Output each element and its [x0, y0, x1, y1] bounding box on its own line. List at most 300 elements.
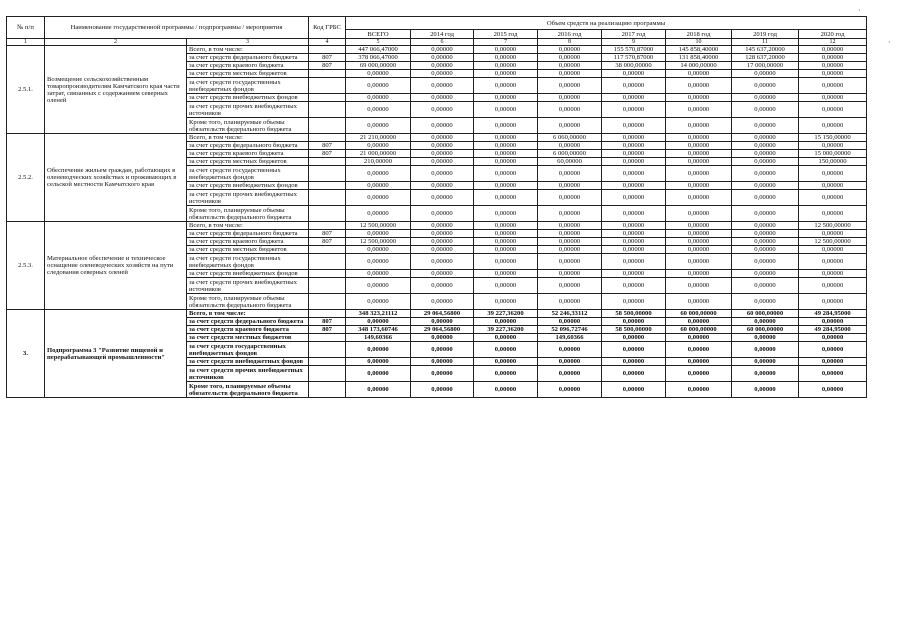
amount-year: 0,00000: [411, 334, 474, 342]
amount-total: 0,00000: [346, 70, 411, 78]
amount-year: 0,00000: [666, 222, 732, 230]
amount-year: 0,00000: [538, 238, 602, 246]
amount-year: 0,00000: [732, 70, 799, 78]
amount-year: 17 000,00000: [732, 62, 799, 70]
amount-year: 0,00000: [538, 278, 602, 294]
amount-year: 0,00000: [411, 254, 474, 270]
amount-year: 0,00000: [474, 46, 538, 54]
amount-year: 0,00000: [538, 382, 602, 398]
funding-source-label: за счет средств краевого бюджета: [187, 238, 309, 246]
grbs-code: [309, 158, 346, 166]
amount-year: 0,00000: [732, 134, 799, 142]
funding-source-label: за счет средств государственных внебюджетных фондов: [187, 254, 309, 270]
margin-mark: ·: [888, 38, 891, 47]
funding-source-label: за счет средств местных бюджетов: [187, 158, 309, 166]
amount-total: 0,00000: [346, 230, 411, 238]
amount-year: 58 500,00000: [602, 310, 666, 318]
amount-year: 0,00000: [602, 294, 666, 310]
grbs-code: [309, 334, 346, 342]
amount-year: 6 060,00000: [538, 134, 602, 142]
margin-mark: ·: [858, 6, 861, 15]
amount-year: 52 246,33112: [538, 310, 602, 318]
grbs-code: [309, 102, 346, 118]
funding-source-label: Всего, в том числе:: [187, 134, 309, 142]
amount-year: 0,00000: [666, 334, 732, 342]
amount-total: 0,00000: [346, 118, 411, 134]
amount-year: 0,00000: [474, 334, 538, 342]
amount-year: 0,00000: [538, 358, 602, 366]
amount-year: 0,00000: [538, 270, 602, 278]
amount-year: 0,00000: [474, 254, 538, 270]
header-name: Наименование государственной программы / подпрограммы / мероприятия: [45, 17, 309, 39]
amount-year: 0,00000: [799, 366, 867, 382]
amount-year: 0,00000: [732, 334, 799, 342]
amount-year: 0,00000: [799, 278, 867, 294]
grbs-code: [309, 294, 346, 310]
header-volume: Объем средств на реализацию программы: [346, 17, 867, 30]
amount-year: 0,00000: [602, 158, 666, 166]
amount-year: 0,00000: [411, 182, 474, 190]
amount-year: 0,00000: [411, 270, 474, 278]
amount-year: 145 858,40000: [666, 46, 732, 54]
amount-year: 0,00000: [666, 166, 732, 182]
amount-year: 0,00000: [411, 278, 474, 294]
amount-year: 0,00000: [474, 70, 538, 78]
amount-total: 0,00000: [346, 78, 411, 94]
amount-year: 0,00000: [538, 222, 602, 230]
grbs-code: 807: [309, 230, 346, 238]
amount-year: 0,00000: [799, 54, 867, 62]
column-index: 7: [474, 39, 538, 46]
amount-year: 0,00000: [411, 230, 474, 238]
amount-total: 0,00000: [346, 182, 411, 190]
grbs-code: 807: [309, 318, 346, 326]
amount-year: 0,00000: [732, 190, 799, 206]
grbs-code: [309, 182, 346, 190]
header-year: 2020 год: [799, 30, 867, 39]
grbs-code: 807: [309, 150, 346, 158]
amount-year: 0,00000: [474, 382, 538, 398]
amount-year: 0,00000: [666, 278, 732, 294]
item-name: Подпрограмма 3 "Развитие пищевой и перерабатывающей промышленности": [45, 310, 187, 398]
amount-year: 0,00000: [732, 278, 799, 294]
amount-year: 0,00000: [602, 102, 666, 118]
funding-source-label: за счет средств местных бюджетов: [187, 334, 309, 342]
amount-year: 0,00000: [732, 94, 799, 102]
funding-source-label: Кроме того, планируемые объемы обязательств федерального бюджета: [187, 206, 309, 222]
amount-year: 0,00000: [602, 190, 666, 206]
amount-year: 0,00000: [732, 222, 799, 230]
item-number: 2.5.2.: [7, 134, 45, 222]
amount-total: 0,00000: [346, 94, 411, 102]
item-number: 3.: [7, 310, 45, 398]
funding-source-label: за счет средств внебюджетных фондов: [187, 94, 309, 102]
amount-year: 0,00000: [799, 70, 867, 78]
funding-source-label: за счет средств местных бюджетов: [187, 246, 309, 254]
amount-year: 0,00000: [799, 166, 867, 182]
amount-year: 145 637,20000: [732, 46, 799, 54]
amount-year: 0,00000: [474, 358, 538, 366]
column-index: 11: [732, 39, 799, 46]
amount-year: 0,00000: [411, 166, 474, 182]
item-name: Материальное обеспечение и техническое оснащение оленеводческих хозяйств на пути следования северных оленей: [45, 222, 187, 310]
amount-year: 0,00000: [732, 78, 799, 94]
funding-source-label: за счет средств федерального бюджета: [187, 318, 309, 326]
funding-source-label: Всего, в том числе:: [187, 222, 309, 230]
amount-year: 0,00000: [474, 246, 538, 254]
amount-year: 0,00000: [474, 318, 538, 326]
grbs-code: [309, 134, 346, 142]
grbs-code: [309, 46, 346, 54]
column-index: 12: [799, 39, 867, 46]
amount-year: 0,00000: [538, 54, 602, 62]
amount-year: 0,00000: [666, 254, 732, 270]
amount-year: 0,00000: [732, 118, 799, 134]
amount-year: 0,00000: [799, 78, 867, 94]
item-name: Обеспечение жильем граждан, работающих в оленеводческих хозяйствах и проживающих в сельской местности Камчатского края: [45, 134, 187, 222]
amount-year: 0,00000: [602, 246, 666, 254]
amount-year: 0,00000: [474, 102, 538, 118]
funding-table: [6, 16, 867, 398]
amount-year: 0,00000: [799, 62, 867, 70]
amount-year: 0,00000: [666, 382, 732, 398]
amount-year: 0,00000: [732, 238, 799, 246]
amount-year: 15 150,00000: [799, 134, 867, 142]
amount-year: 0,00000: [666, 366, 732, 382]
amount-year: 0,00000: [474, 278, 538, 294]
amount-year: 0,00000: [666, 206, 732, 222]
amount-year: 0,00000: [538, 318, 602, 326]
grbs-code: [309, 270, 346, 278]
header-row-top: [7, 17, 867, 30]
column-index: 5: [346, 39, 411, 46]
amount-year: 0,00000: [602, 150, 666, 158]
amount-total: 0,00000: [346, 318, 411, 326]
amount-year: 149,60366: [538, 334, 602, 342]
funding-source-label: за счет средств прочих внебюджетных источников: [187, 190, 309, 206]
amount-year: 0,00000: [666, 102, 732, 118]
amount-year: 0,00000: [474, 142, 538, 150]
amount-year: 0,00000: [732, 366, 799, 382]
grbs-code: [309, 382, 346, 398]
grbs-code: [309, 254, 346, 270]
item-name: Возмещение сельскохозяйственным товаропроизводителям Камчатского края части затрат, связанных с содержанием северных оленей: [45, 46, 187, 134]
amount-year: 0,00000: [799, 318, 867, 326]
amount-year: 0,00000: [538, 254, 602, 270]
funding-source-label: за счет средств государственных внебюджетных фондов: [187, 78, 309, 94]
amount-year: 0,00000: [411, 118, 474, 134]
amount-year: 29 064,56800: [411, 326, 474, 334]
amount-total: 0,00000: [346, 294, 411, 310]
amount-year: 0,00000: [411, 382, 474, 398]
header-index-row: [7, 39, 867, 46]
amount-total: 0,00000: [346, 206, 411, 222]
column-index: 3: [187, 39, 309, 46]
funding-source-label: за счет средств краевого бюджета: [187, 326, 309, 334]
amount-year: 0,00000: [732, 294, 799, 310]
header-year: 2017 год: [602, 30, 666, 39]
amount-total: 0,00000: [346, 358, 411, 366]
amount-year: 0,00000: [538, 206, 602, 222]
amount-year: 0,00000: [538, 62, 602, 70]
amount-year: 0,00000: [602, 318, 666, 326]
header-year: 2018 год: [666, 30, 732, 39]
funding-source-label: за счет средств внебюджетных фондов: [187, 358, 309, 366]
amount-year: 0,00000: [799, 102, 867, 118]
item-number: 2.5.1.: [7, 46, 45, 134]
amount-total: 378 066,47000: [346, 54, 411, 62]
amount-year: 0,00000: [732, 254, 799, 270]
amount-year: 0,00000: [538, 118, 602, 134]
amount-year: 0,00000: [474, 206, 538, 222]
amount-year: 0,00000: [799, 190, 867, 206]
amount-year: 0,00000: [602, 334, 666, 342]
amount-year: 0,00000: [411, 206, 474, 222]
amount-year: 0,00000: [538, 70, 602, 78]
amount-year: 0,00000: [666, 150, 732, 158]
amount-year: 0,00000: [411, 190, 474, 206]
amount-year: 0,00000: [732, 142, 799, 150]
funding-source-label: за счет средств федерального бюджета: [187, 54, 309, 62]
amount-year: 14 000,00000: [666, 62, 732, 70]
amount-total: 0,00000: [346, 102, 411, 118]
amount-year: 0,00000: [799, 94, 867, 102]
amount-year: 0,00000: [732, 206, 799, 222]
header-no: № п/п: [7, 17, 45, 39]
amount-year: 0,00000: [411, 158, 474, 166]
amount-year: 0,00000: [799, 358, 867, 366]
grbs-code: [309, 278, 346, 294]
amount-year: 0,00000: [799, 254, 867, 270]
grbs-code: [309, 166, 346, 182]
amount-total: 0,00000: [346, 166, 411, 182]
amount-year: 0,00000: [411, 46, 474, 54]
amount-year: 0,00000: [538, 230, 602, 238]
amount-year: 60 000,00000: [666, 326, 732, 334]
amount-year: 0,00000: [666, 230, 732, 238]
amount-year: 0,00000: [799, 142, 867, 150]
grbs-code: [309, 206, 346, 222]
amount-year: 6 000,00000: [538, 150, 602, 158]
amount-year: 49 284,95000: [799, 310, 867, 318]
amount-year: 0,00000: [799, 230, 867, 238]
amount-year: 0,00000: [538, 46, 602, 54]
amount-year: 0,00000: [602, 118, 666, 134]
amount-total: 210,00000: [346, 158, 411, 166]
table-row: [7, 310, 867, 318]
amount-year: 0,00000: [732, 158, 799, 166]
amount-year: 0,00000: [666, 358, 732, 366]
table-row: [7, 134, 867, 142]
column-index: 9: [602, 39, 666, 46]
amount-year: 0,00000: [474, 190, 538, 206]
amount-year: 0,00000: [732, 270, 799, 278]
funding-source-label: за счет средств прочих внебюджетных источников: [187, 102, 309, 118]
amount-total: 12 500,00000: [346, 238, 411, 246]
amount-year: 0,00000: [474, 62, 538, 70]
funding-source-label: за счет средств внебюджетных фондов: [187, 270, 309, 278]
grbs-code: 807: [309, 238, 346, 246]
amount-year: 52 096,72746: [538, 326, 602, 334]
amount-year: 38 000,00000: [602, 62, 666, 70]
column-index: 2: [45, 39, 187, 46]
amount-year: 0,00000: [732, 150, 799, 158]
amount-year: 0,00000: [538, 142, 602, 150]
amount-total: 21 210,00000: [346, 134, 411, 142]
table-row: [7, 222, 867, 230]
amount-year: 0,00000: [474, 118, 538, 134]
funding-source-label: за счет средств краевого бюджета: [187, 62, 309, 70]
amount-year: 60,00000: [538, 158, 602, 166]
amount-year: 0,00000: [666, 342, 732, 358]
amount-year: 0,00000: [474, 366, 538, 382]
amount-year: 0,00000: [732, 166, 799, 182]
amount-year: 0,00000: [666, 70, 732, 78]
amount-year: 0,00000: [666, 182, 732, 190]
amount-year: 0,00000: [474, 54, 538, 62]
funding-table-sheet: [6, 16, 866, 398]
amount-year: 0,00000: [666, 134, 732, 142]
funding-source-label: за счет средств прочих внебюджетных источников: [187, 278, 309, 294]
amount-year: 0,00000: [474, 294, 538, 310]
amount-year: 150,00000: [799, 158, 867, 166]
header-year: 2016 год: [538, 30, 602, 39]
grbs-code: 807: [309, 142, 346, 150]
funding-source-label: за счет средств государственных внебюджетных фондов: [187, 342, 309, 358]
amount-year: 0,00000: [666, 158, 732, 166]
amount-year: 0,00000: [411, 294, 474, 310]
amount-year: 0,00000: [602, 358, 666, 366]
amount-year: 0,00000: [411, 142, 474, 150]
funding-source-label: Кроме того, планируемые объемы обязательств федерального бюджета: [187, 382, 309, 398]
amount-year: 0,00000: [732, 342, 799, 358]
grbs-code: [309, 70, 346, 78]
amount-year: 0,00000: [411, 102, 474, 118]
amount-year: 0,00000: [474, 230, 538, 238]
amount-year: 39 227,36200: [474, 310, 538, 318]
amount-year: 0,00000: [799, 342, 867, 358]
amount-year: 0,00000: [411, 70, 474, 78]
amount-year: 0,00000: [411, 246, 474, 254]
amount-year: 0,00000: [602, 254, 666, 270]
amount-year: 0,00000: [602, 222, 666, 230]
amount-year: 0,00000: [732, 358, 799, 366]
amount-year: 0,00000: [799, 334, 867, 342]
amount-year: 0,00000: [474, 222, 538, 230]
funding-source-label: за счет средств краевого бюджета: [187, 150, 309, 158]
amount-year: 0,00000: [538, 366, 602, 382]
amount-total: 149,60366: [346, 334, 411, 342]
amount-year: 0,00000: [602, 382, 666, 398]
amount-year: 155 570,87000: [602, 46, 666, 54]
amount-year: 0,00000: [666, 118, 732, 134]
amount-year: 0,00000: [602, 342, 666, 358]
amount-year: 0,00000: [411, 318, 474, 326]
amount-year: 0,00000: [411, 222, 474, 230]
amount-year: 0,00000: [411, 54, 474, 62]
amount-year: 0,00000: [602, 278, 666, 294]
amount-year: 0,00000: [411, 62, 474, 70]
amount-year: 0,00000: [538, 190, 602, 206]
amount-year: 15 000,00000: [799, 150, 867, 158]
amount-year: 0,00000: [666, 94, 732, 102]
amount-year: 29 064,56800: [411, 310, 474, 318]
funding-source-label: за счет средств государственных внебюджетных фондов: [187, 166, 309, 182]
amount-year: 0,00000: [474, 94, 538, 102]
amount-year: 0,00000: [799, 182, 867, 190]
amount-year: 0,00000: [602, 134, 666, 142]
amount-year: 0,00000: [538, 246, 602, 254]
amount-total: 0,00000: [346, 254, 411, 270]
grbs-code: [309, 342, 346, 358]
funding-source-label: за счет средств внебюджетных фондов: [187, 182, 309, 190]
amount-total: 0,00000: [346, 278, 411, 294]
amount-year: 0,00000: [602, 78, 666, 94]
amount-year: 49 284,95000: [799, 326, 867, 334]
amount-year: 0,00000: [538, 78, 602, 94]
amount-year: 60 000,00000: [732, 310, 799, 318]
amount-year: 0,00000: [411, 358, 474, 366]
amount-year: 0,00000: [732, 246, 799, 254]
grbs-code: [309, 190, 346, 206]
amount-year: 0,00000: [602, 238, 666, 246]
amount-year: 0,00000: [732, 318, 799, 326]
amount-year: 117 570,87000: [602, 54, 666, 62]
amount-total: 0,00000: [346, 342, 411, 358]
amount-year: 12 500,00000: [799, 222, 867, 230]
grbs-code: [309, 358, 346, 366]
amount-year: 0,00000: [538, 342, 602, 358]
grbs-code: [309, 310, 346, 318]
amount-year: 0,00000: [799, 294, 867, 310]
amount-year: 0,00000: [602, 94, 666, 102]
amount-year: 0,00000: [732, 102, 799, 118]
amount-year: 0,00000: [411, 366, 474, 382]
amount-total: 21 000,00000: [346, 150, 411, 158]
amount-total: 348 323,21112: [346, 310, 411, 318]
amount-year: 0,00000: [411, 342, 474, 358]
grbs-code: 807: [309, 54, 346, 62]
amount-year: 0,00000: [411, 150, 474, 158]
amount-year: 0,00000: [666, 78, 732, 94]
grbs-code: [309, 222, 346, 230]
amount-year: 0,00000: [474, 342, 538, 358]
amount-year: 0,00000: [538, 166, 602, 182]
header-year: 2019 год: [732, 30, 799, 39]
column-index: 1: [7, 39, 45, 46]
amount-year: 0,00000: [799, 246, 867, 254]
funding-source-label: Кроме того, планируемые объемы обязательств федерального бюджета: [187, 118, 309, 134]
amount-year: 0,00000: [538, 294, 602, 310]
funding-source-label: Всего, в том числе:: [187, 310, 309, 318]
amount-year: 0,00000: [666, 238, 732, 246]
amount-year: 0,00000: [474, 182, 538, 190]
amount-year: 39 227,36200: [474, 326, 538, 334]
amount-year: 131 858,40000: [666, 54, 732, 62]
amount-year: 0,00000: [474, 238, 538, 246]
header-total: ВСЕГО: [346, 30, 411, 39]
amount-year: 0,00000: [411, 238, 474, 246]
amount-year: 0,00000: [602, 206, 666, 222]
amount-year: 0,00000: [732, 230, 799, 238]
amount-year: 0,00000: [474, 166, 538, 182]
amount-year: 0,00000: [666, 294, 732, 310]
amount-year: 0,00000: [411, 78, 474, 94]
amount-total: 69 000,00000: [346, 62, 411, 70]
amount-year: 0,00000: [602, 166, 666, 182]
amount-year: 0,00000: [602, 182, 666, 190]
amount-year: 0,00000: [474, 158, 538, 166]
